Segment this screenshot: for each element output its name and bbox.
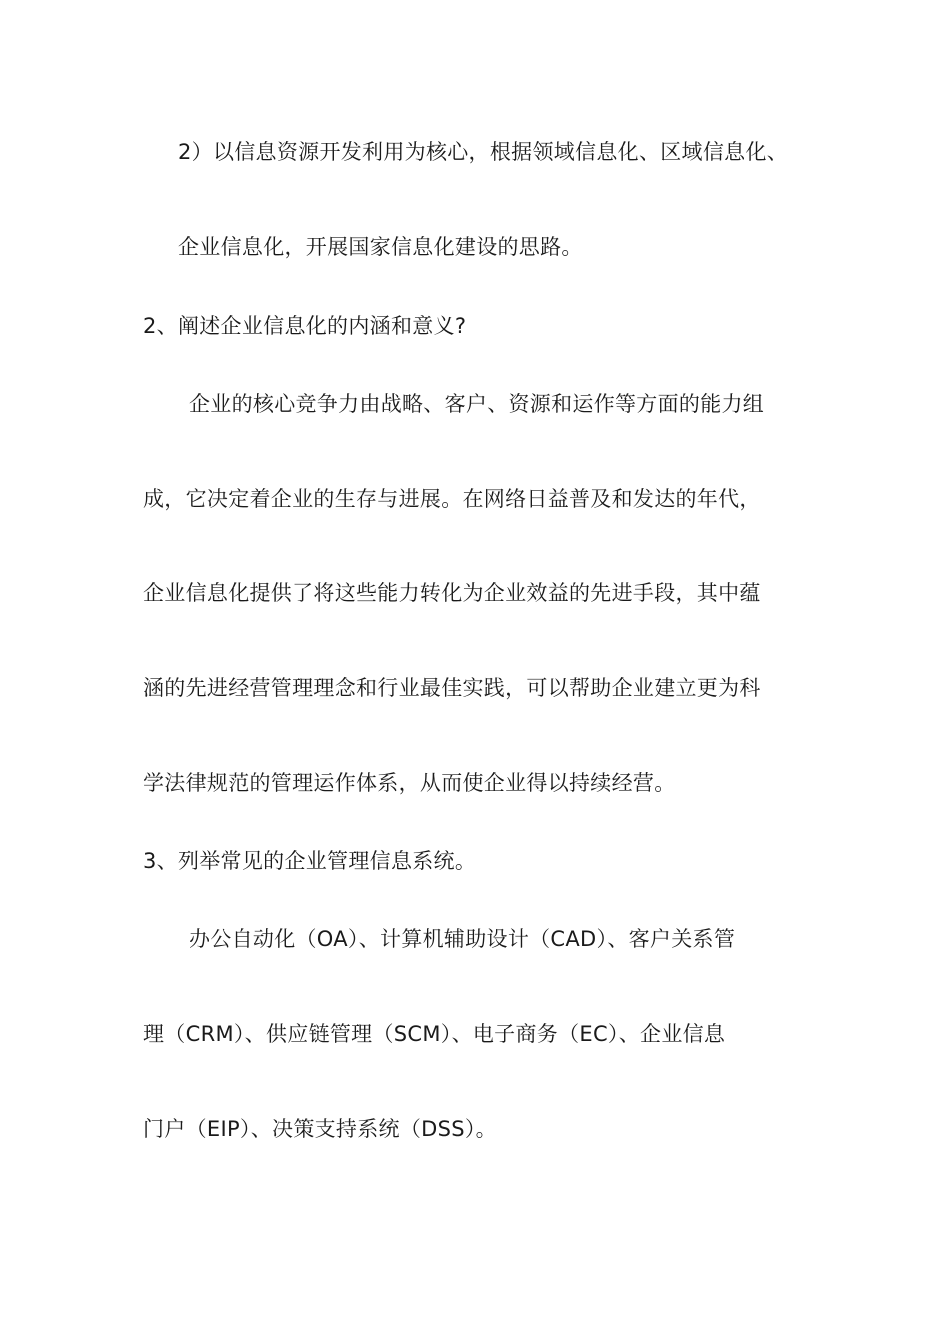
answer-2-line-1: 企业的核心竞争力由战略、客户、资源和运作等方面的能力组 (189, 392, 765, 416)
answer-point-2-line-2: 企业信息化，开展国家信息化建设的思路。 (178, 235, 583, 259)
answer-2-line-3: 企业信息化提供了将这些能力转化为企业效益的先进手段，其中蕴 (143, 581, 761, 605)
answer-point-2-line-1: 2）以信息资源开发利用为核心，根据领域信息化、区域信息化、 (178, 140, 789, 164)
answer-3-line-1: 办公自动化（OA）、计算机辅助设计（CAD）、客户关系管 (189, 927, 736, 951)
question-2-heading: 2、阐述企业信息化的内涵和意义? (143, 314, 467, 338)
answer-2-line-5: 学法律规范的管理运作体系，从而使企业得以持续经营。 (143, 771, 676, 795)
answer-3-line-3: 门户（EIP）、决策支持系统（DSS）。 (143, 1117, 497, 1141)
answer-2-line-2: 成，它决定着企业的生存与进展。在网络日益普及和发达的年代， (143, 487, 761, 511)
question-3-heading: 3、列举常见的企业管理信息系统。 (143, 849, 477, 873)
answer-2-line-4: 涵的先进经营管理理念和行业最佳实践，可以帮助企业建立更为科 (143, 676, 761, 700)
answer-3-line-2: 理（CRM）、供应链管理（SCM）、电子商务（EC）、企业信息 (143, 1022, 726, 1046)
